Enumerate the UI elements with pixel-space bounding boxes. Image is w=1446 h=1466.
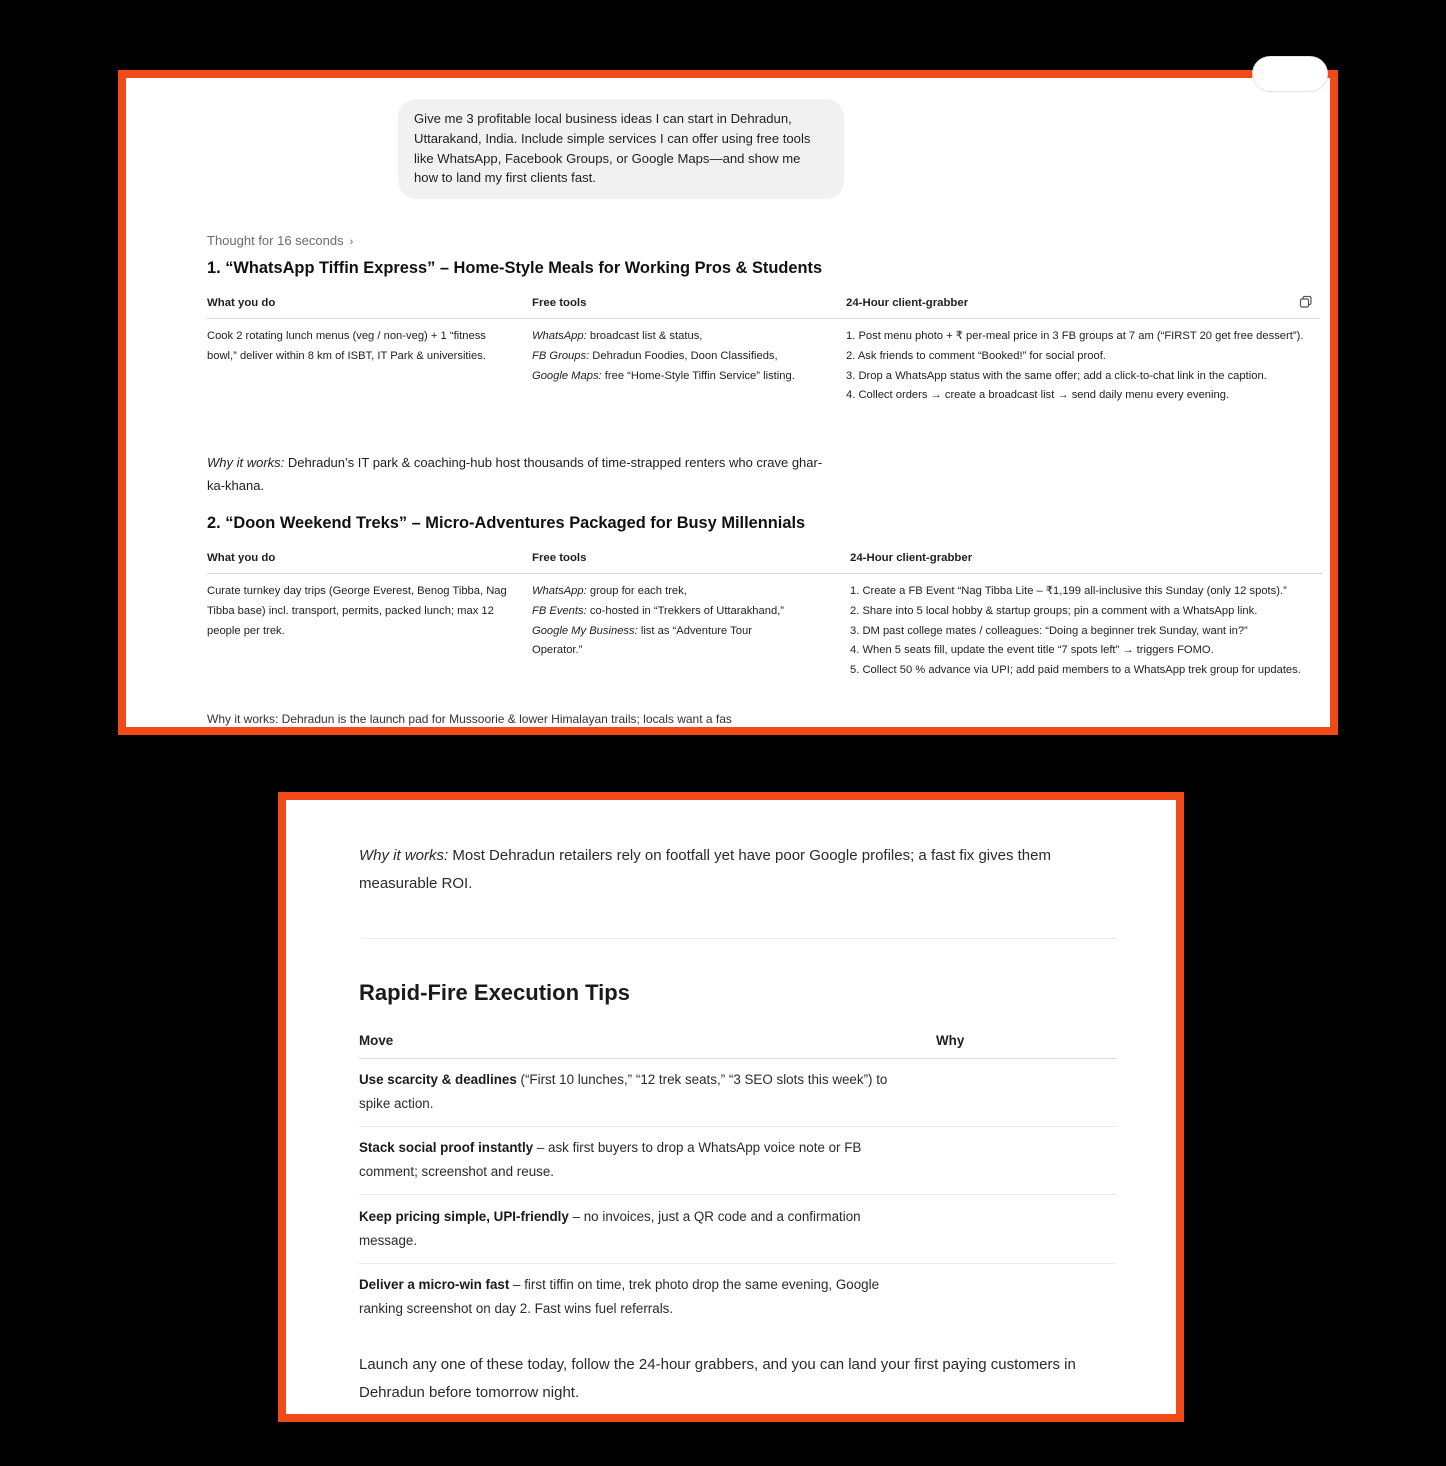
idea2-tools-cell [532,582,802,661]
chat-screenshot-top [118,70,1338,735]
idea2-col-tools: Free tools [532,552,587,564]
tip-row [359,1205,904,1253]
tip-row [359,1273,884,1321]
tool-line [532,582,802,602]
tool-name: Google Maps: [532,369,602,382]
tip-bold: Use scarcity & deadlines [359,1072,517,1087]
tip-row [359,1136,904,1184]
tool-line [532,602,802,622]
why-label: Why it works: [207,455,285,470]
idea2-title: 2. “Doon Weekend Treks” – Micro-Adventures Packaged for Busy Millennials [207,514,806,532]
why-label: Why it works: [359,847,449,864]
idea2-why-cutoff [207,712,807,726]
row-divider [359,1194,1117,1195]
tool-line [532,367,827,387]
tips-col-why: Why [936,1033,965,1048]
idea2-col-grabber: 24-Hour client-grabber [850,552,973,564]
tool-text: group for each trek, [586,585,687,597]
step-item: 4. Collect orders → create a broadcast list → send daily menu every evening. [846,389,1230,402]
idea1-title: 1. “WhatsApp Tiffin Express” – Home-Style Meals for Working Pros & Students [207,259,823,277]
idea2-col-what: What you do [207,552,276,564]
step-item: 1. Post menu photo + ₹ per-meal price in 3 FB groups at 7 am (“FIRST 20 get free dessert”). [846,330,1304,342]
tool-text: co-hosted in “Trekkers of Uttarakhand,” [586,604,785,617]
tool-text: list as “Adventure Tour Operator.” [532,624,752,657]
thought-label: Thought for 16 seconds [207,233,344,248]
section-divider [362,938,1117,939]
tip-text: – no invoices, just a QR code and a confirmation message. [359,1209,861,1248]
idea3-why [359,842,1119,898]
tool-text: Dehradun Foodies, Doon Classifieds, [589,349,778,362]
table-divider [207,318,1320,319]
tip-row [359,1068,919,1116]
closing-paragraph: Launch any one of these today, follow the 24-hour grabbers, and you can land your first paying customers in Dehradun before tomorrow night. [359,1356,1076,1401]
tip-text: – ask first buyers to drop a WhatsApp voice note or FB comment; screenshot and reuse. [359,1140,862,1179]
idea1-why [207,451,827,497]
table-divider [207,573,1322,574]
tool-text: broadcast list & status, [586,330,703,342]
tip-text: – first tiffin on time, trek photo drop the same evening, Google ranking screenshot on day 2. Fast wins fuel referrals. [359,1277,880,1316]
tool-name: WhatsApp: [532,330,587,342]
tool-text: free “Home-Style Tiffin Service” listing. [601,369,795,382]
tool-name: WhatsApp: [532,585,587,597]
copy-icon[interactable] [1299,295,1313,309]
tip-bold: Deliver a micro-win fast [359,1277,510,1292]
tip-bold: Keep pricing simple, UPI-friendly [359,1209,569,1224]
tool-line [532,347,827,367]
table-divider [359,1058,1117,1059]
why-text: Why it works: Dehradun is the launch pad for Mussoorie & lower Himalayan trails; locals want a fas [207,712,732,726]
why-text: Dehradun’s IT park & coaching-hub host thousands of time-strapped renters who crave ghar-ka-khana. [207,455,823,493]
step-item: 4. When 5 seats fill, update the event title “7 spots left” → triggers FOMO. [850,644,1214,657]
step-item: 1. Create a FB Event “Nag Tibba Lite – ₹1,199 all-inclusive this Sunday (only 12 spots).” [850,585,1287,597]
thought-toggle[interactable] [207,233,353,248]
step-item: 5. Collect 50 % advance via UPI; add paid members to a WhatsApp trek group for updates. [850,664,1301,677]
tool-name: Google My Business: [532,624,638,637]
chat-screenshot-bottom [278,792,1184,1422]
why-text: Most Dehradun retailers rely on footfall yet have poor Google profiles; a fast fix gives them measurable ROI. [359,847,1051,892]
user-prompt-bubble: Give me 3 profitable local business ideas I can start in Dehradun, Uttarakand, India. Include simple services I can offer using free tools like WhatsApp, Facebook Groups, or Google Maps—and show me how to land my first clients fast. [398,99,844,199]
step-item: 3. Drop a WhatsApp status with the same offer; add a click-to-chat link in the caption. [846,369,1267,382]
idea1-col-grabber: 24-Hour client-grabber [846,297,969,309]
chevron-right-icon: › [349,236,354,248]
tips-col-move: Move [359,1033,394,1048]
tip-bold: Stack social proof instantly [359,1140,534,1155]
step-item: 2. Ask friends to comment “Booked!” for social proof. [846,349,1106,362]
step-item: 2. Share into 5 local hobby & startup groups; pin a comment with a WhatsApp link. [850,604,1258,617]
tool-line [532,327,827,347]
idea1-grabber-cell [846,327,1316,406]
idea2-what-cell: Curate turnkey day trips (George Everest, Benog Tibba, Nag Tibba base) incl. transport, permits, packed lunch; max 12 people per trek. [207,585,507,637]
tips-title: Rapid-Fire Execution Tips [359,980,630,1005]
tool-line [532,622,802,662]
idea1-what-cell: Cook 2 rotating lunch menus (veg / non-veg) + 1 “fitness bowl,” deliver within 8 km of ISBT, IT Park & universities. [207,330,486,362]
step-item: 3. DM past college mates / colleagues: “Doing a beginner trek Sunday, want in?” [850,624,1248,637]
tip-text: (“First 10 lunches,” “12 trek seats,” “3 SEO slots this week”) to spike action. [359,1072,888,1111]
tool-name: FB Groups: [532,349,590,362]
idea1-tools-cell [532,327,827,386]
idea1-col-what: What you do [207,297,276,309]
idea1-col-tools: Free tools [532,297,587,309]
tool-name: FB Events: [532,604,587,617]
idea2-grabber-cell [850,582,1318,681]
row-divider [359,1263,1117,1264]
share-button[interactable] [1252,56,1328,92]
row-divider [359,1126,1117,1127]
